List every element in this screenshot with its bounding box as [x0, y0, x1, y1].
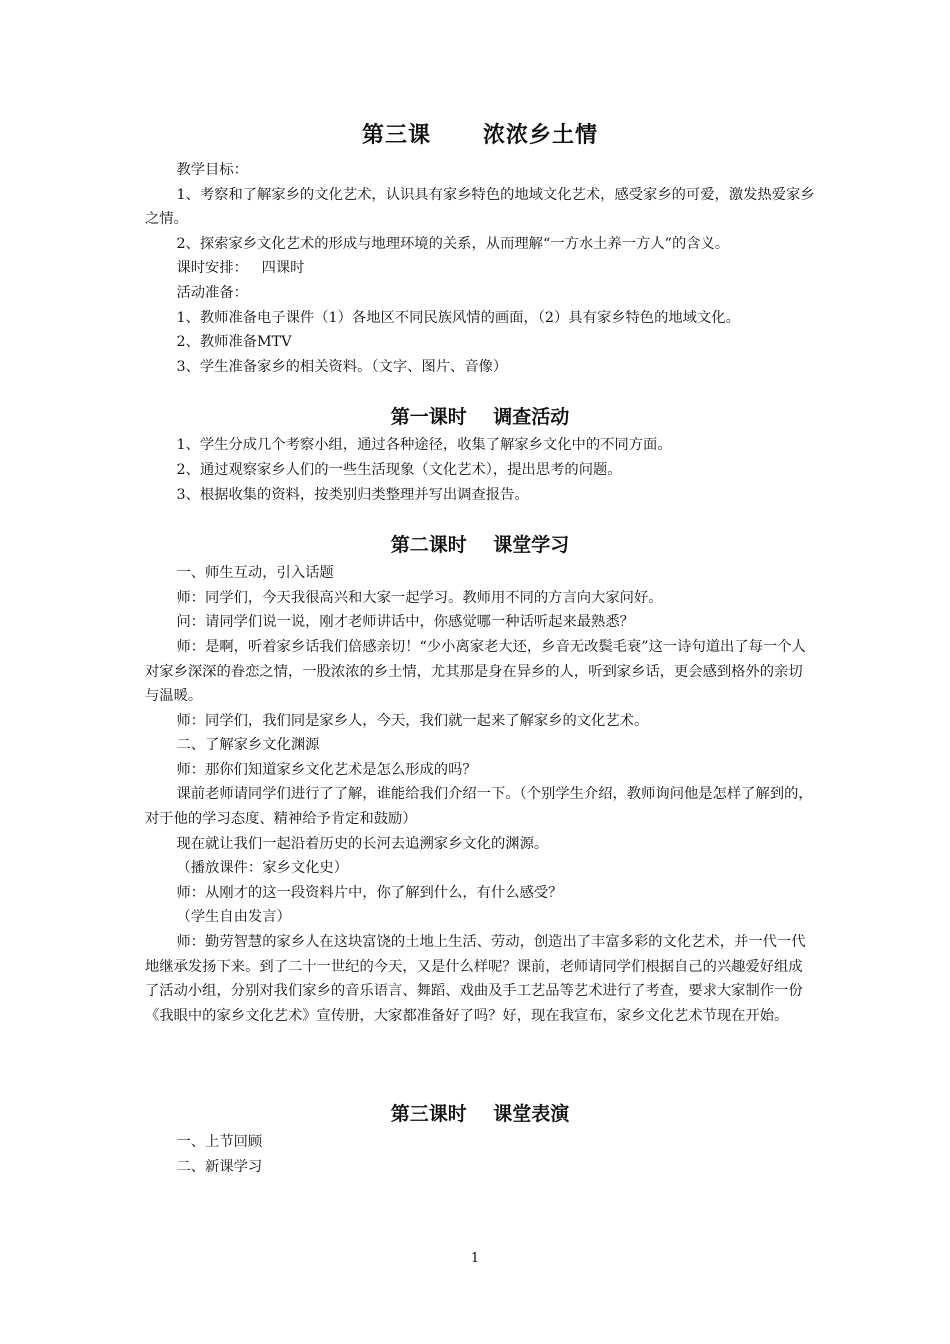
section-paragraph: （播放课件：家乡文化史） — [176, 860, 349, 877]
section-lesson-one — [145, 401, 815, 507]
intro-paragraph: 1、教师准备电子课件（1）各地区不同民族风情的画面，（2）具有家乡特色的地域文化。 — [176, 309, 740, 326]
section-lesson-two — [145, 529, 815, 1028]
section-paragraph: 问：请同学们说一说，刚才老师讲话中，你感觉哪一种话听起来最熟悉？ — [176, 614, 634, 631]
section-paragraph: 二、新课学习 — [176, 1159, 263, 1175]
intro-paragraph: 2、探索家乡文化艺术的形成与地理环境的关系，从而理解“一方水土养一方人”的含义。 — [176, 235, 730, 252]
section-lesson-three — [145, 1098, 815, 1179]
section-paragraph: 师：同学们，我们同是家乡人，今天，我们就一起来了解家乡的文化艺术。 — [176, 712, 649, 729]
section-paragraph: 师：从刚才的这一段资料片中，你了解到什么，有什么感受？ — [176, 884, 563, 901]
intro-paragraph: 教学目标： — [176, 162, 248, 178]
section-paragraph: 1、学生分成几个考察小组，通过各种途径，收集了解家乡文化中的不同方面。 — [176, 437, 672, 454]
section-paragraph: 二、了解家乡文化渊源 — [176, 737, 320, 754]
intro-paragraph: 3、学生准备家乡的相关资料。（文字、图片、音像） — [176, 358, 508, 375]
intro-paragraph: 1、考察和了解家乡的文化艺术，认识具有家乡特色的地域文化艺术，感受家乡的可爱，激发热爱家乡之情。 — [145, 186, 815, 228]
document-body — [145, 118, 815, 1180]
page-number: 1 — [470, 1251, 480, 1266]
section-paragraph: 师：同学们，今天我很高兴和大家一起学习。教师用不同的方言向大家问好。 — [176, 589, 663, 606]
section-paragraph: 师：勤劳智慧的家乡人在这块富饶的土地上生活、劳动，创造出了丰富多彩的文化艺术，并一代一代地继承发扬下来。到了二十一世纪的今天，又是什么样呢？课前，老师请同学们根据自己的兴趣爱好组成了活动小组，分别对我们家乡的音乐语言、舞蹈、戏曲及手工艺品等艺术进行了考查，要求大家制作一份《我眼中的家乡文化艺术》宣传册，大家都准备好了吗？好，现在我宣布，家乡文化艺术节现在开始。 — [145, 934, 806, 1024]
intro-block — [145, 158, 815, 379]
lesson-title: 第三课 浓浓乡土情 — [362, 123, 598, 148]
section-paragraph: 一、上节回顾 — [176, 1134, 263, 1151]
section-paragraph: 现在就让我们一起沿着历史的长河去追溯家乡文化的渊源。 — [176, 835, 549, 852]
section-heading: 第三课时 课堂表演 — [390, 1103, 570, 1126]
intro-paragraph: 课时安排： 四课时 — [176, 260, 305, 277]
section-heading: 第一课时 调查活动 — [390, 406, 570, 429]
section-paragraph: 师：是啊，听着家乡话我们倍感亲切！“少小离家老大还，乡音无改鬓毛衰”这一诗句道出了每一个人对家乡深深的眷恋之情，一股浓浓的乡土情，尤其那是身在异乡的人，听到家乡话，更会感到格外的亲切与温暖。 — [145, 638, 806, 705]
section-paragraph: 3、根据收集的资料，按类别归类整理并写出调查报告。 — [176, 486, 529, 503]
section-heading: 第二课时 课堂学习 — [390, 534, 570, 557]
section-paragraph: （学生自由发言） — [176, 909, 291, 926]
section-paragraph: 师：那你们知道家乡文化艺术是怎么形成的吗？ — [176, 761, 477, 778]
intro-paragraph: 2、教师准备MTV — [176, 334, 292, 351]
section-paragraph: 一、师生互动，引入话题 — [176, 565, 334, 582]
section-paragraph: 2、通过观察家乡人们的一些生活现象（文化艺术），提出思考的问题。 — [176, 461, 622, 478]
intro-paragraph: 活动准备： — [176, 284, 248, 301]
section-paragraph: 课前老师请同学们进行了了解，谁能给我们介绍一下。（个别学生介绍，教师询问他是怎样了解到的，对于他的学习态度、精神给予肯定和鼓励） — [145, 786, 813, 828]
